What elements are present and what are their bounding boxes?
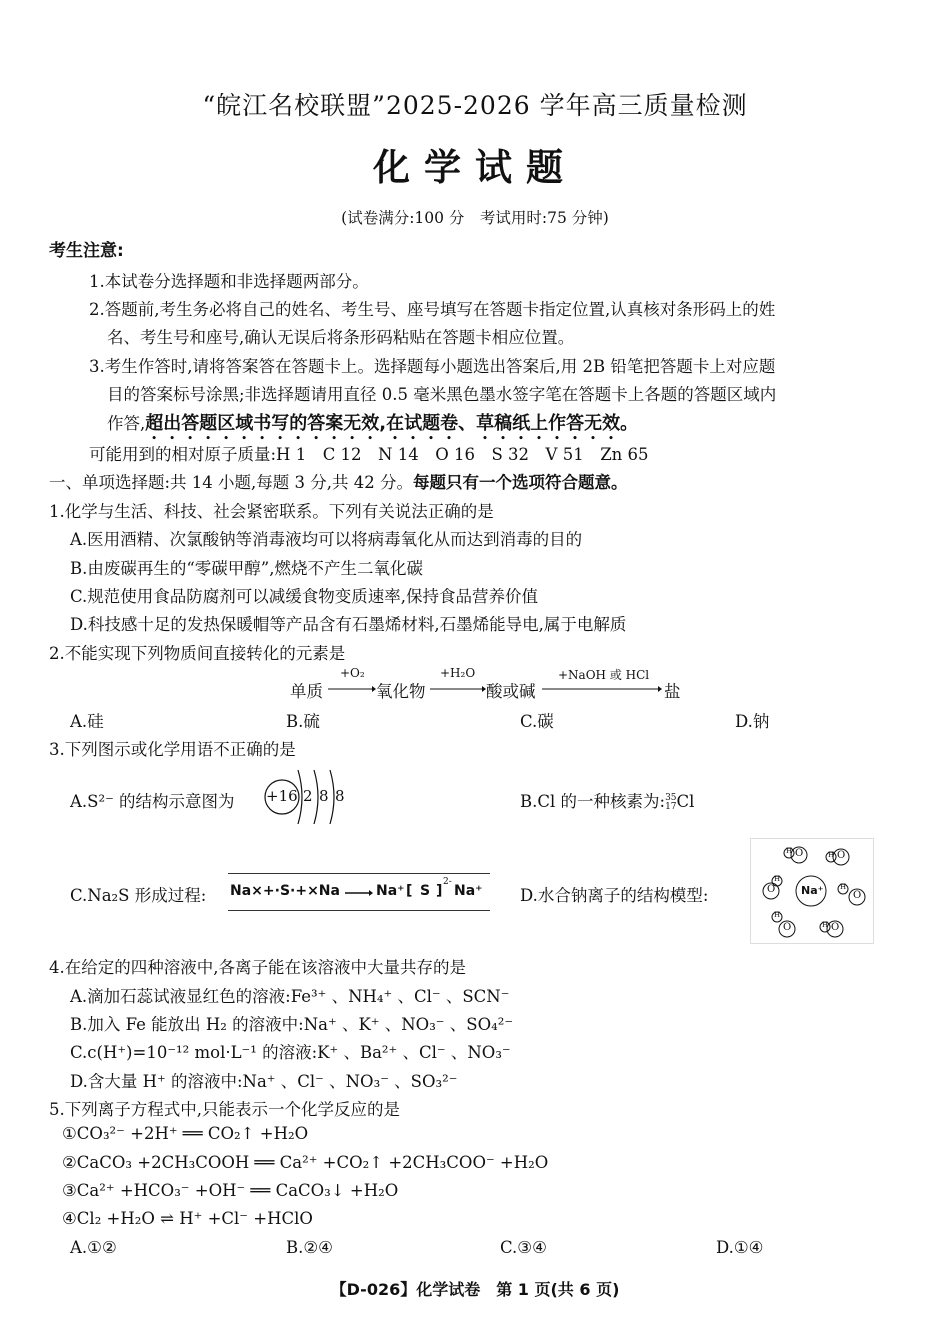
q2-option-c: C.碳	[520, 712, 554, 731]
hydrogen-label: H	[822, 921, 829, 929]
atomic-number: 17	[665, 801, 677, 812]
q2-option-d: D.钠	[735, 712, 770, 731]
q5-reaction-4: ④Cl₂ +H₂O ⇌ H⁺ +Cl⁻ +HClO	[62, 1209, 313, 1228]
exam-meta: (试卷满分:100 分 考试用时:75 分钟)	[341, 209, 609, 227]
atomic-masses: 可能用到的相对原子质量:H 1 C 12 N 14 O 16 S 32 V 51 Zn 65	[89, 445, 649, 464]
product-na-1: Na⁺	[376, 883, 405, 899]
oxygen-label: O	[837, 850, 846, 861]
arrow-icon	[542, 685, 662, 693]
nucleus-charge: +16	[266, 787, 298, 805]
notice-item-3-plain: 作答,	[107, 414, 146, 433]
notice-heading: 考生注意:	[49, 241, 124, 261]
shell-2-electrons: 8	[319, 787, 329, 805]
q1-option-a: A.医用酒精、次氯酸钠等消毒液均可以将病毒氧化从而达到消毒的目的	[70, 530, 583, 549]
shell-1-electrons: 2	[303, 787, 313, 805]
oxygen-label: O	[767, 884, 776, 895]
q3-option-c-text: C.Na₂S 形成过程:	[70, 886, 207, 905]
q2-option-a: A.硅	[70, 712, 104, 731]
chain-element: 单质	[290, 682, 323, 701]
exam-series-title: “皖江名校联盟”2025-2026 学年高三质量检测	[202, 91, 748, 120]
q4-option-d: D.含大量 H⁺ 的溶液中:Na⁺ 、Cl⁻ 、NO₃⁻ 、SO₃²⁻	[70, 1072, 458, 1091]
notice-item-1: 1.本试卷分选择题和非选择题两部分。	[89, 272, 369, 291]
section-1-heading	[49, 469, 628, 493]
section-1-heading-b: 每题只有一个选项符合题意。	[413, 473, 628, 492]
section-1-heading-a: 一、单项选择题:共 14 小题,每题 3 分,共 42 分。	[49, 473, 414, 492]
mass-number: 35	[665, 792, 677, 803]
notice-item-2-line2: 名、考生号和座号,确认无误后将条形码粘贴在答题卡相应位置。	[107, 328, 575, 347]
product-sulfide: S	[420, 883, 431, 899]
chain-salt: 盐	[664, 682, 681, 701]
q3-stem: 3.下列图示或化学用语不正确的是	[49, 740, 296, 759]
arrow-label-1: +O₂	[340, 666, 365, 680]
product-charge: 2-	[443, 877, 452, 887]
q3-option-b	[520, 788, 694, 812]
chain-oxide: 氧化物	[376, 682, 426, 701]
formation-reactants: Na×+·S·+×Na	[230, 883, 340, 899]
q5-reaction-3: ③Ca²⁺ +HCO₃⁻ +OH⁻ ══ CaCO₃↓ +H₂O	[62, 1181, 399, 1200]
s2-structure-diagram	[262, 764, 352, 830]
q5-reaction-1: ①CO₃²⁻ +2H⁺ ══ CO₂↑ +H₂O	[62, 1124, 309, 1143]
q2-stem: 2.不能实现下列物质间直接转化的元素是	[49, 644, 346, 663]
q1-option-d: D.科技感十足的发热保暖帽等产品含有石墨烯材料,石墨烯能导电,属于电解质	[70, 615, 627, 634]
sodium-ion-label: Na⁺	[801, 884, 824, 897]
q4-option-c: C.c(H⁺)=10⁻¹² mol·L⁻¹ 的溶液:K⁺ 、Ba²⁺ 、Cl⁻ 、NO₃⁻	[70, 1043, 511, 1062]
q3-option-b-text: B.Cl 的一种核素为:	[520, 792, 666, 811]
arrow-icon	[430, 685, 486, 693]
arrow-label-3: +NaOH 或 HCl	[558, 668, 650, 682]
q4-option-a: A.滴加石蕊试液显红色的溶液:Fe³⁺ 、NH₄⁺ 、Cl⁻ 、SCN⁻	[70, 987, 510, 1006]
q1-option-c: C.规范使用食品防腐剂可以减缓食物变质速率,保持食品营养价值	[70, 587, 539, 606]
hydrated-sodium-model	[750, 838, 874, 944]
notice-item-3-line3	[107, 409, 638, 444]
q2-conversion-chain	[290, 668, 710, 702]
hydrogen-label: H	[828, 851, 835, 859]
arrow-label-2: +H₂O	[440, 666, 476, 680]
q3-option-a-text: A.S²⁻ 的结构示意图为	[70, 792, 235, 811]
hydrogen-label: H	[840, 883, 847, 891]
notice-item-3-emphasis: 超出答题区域书写的答案无效,在试题卷、草稿纸上作答无效。	[145, 413, 639, 434]
notice-item-3-line1: 3.考生作答时,请将答案答在答题卡上。选择题每小题选出答案后,用 2B 铅笔把答题卡上对应题	[89, 357, 776, 376]
notice-item-2-line1: 2.答题前,考生务必将自己的姓名、考生号、座号填写在答题卡指定位置,认真核对条形码上的姓	[89, 300, 776, 319]
oxygen-label: O	[783, 922, 792, 933]
nuclide-numbers	[665, 794, 676, 812]
q4-option-b: B.加入 Fe 能放出 H₂ 的溶液中:Na⁺ 、K⁺ 、NO₃⁻ 、SO₄²⁻	[70, 1015, 514, 1034]
na2s-formation-box	[228, 873, 490, 911]
hydrogen-label: H	[774, 911, 781, 919]
nuclide-symbol: Cl	[676, 792, 695, 811]
arrow-icon	[328, 685, 376, 693]
q5-reaction-2: ②CaCO₃ +2CH₃COOH ══ Ca²⁺ +CO₂↑ +2CH₃COO⁻ +H₂O	[62, 1153, 549, 1172]
page-title: 化学试题	[373, 145, 577, 189]
product-bracket: ]	[436, 883, 443, 899]
q2-option-b: B.硫	[286, 712, 320, 731]
q5-option-c: C.③④	[500, 1238, 547, 1257]
arrow-icon	[345, 889, 373, 897]
hydrogen-label: H	[774, 875, 781, 883]
oxygen-label: O	[853, 890, 862, 901]
q3-option-d-text: D.水合钠离子的结构模型:	[520, 886, 709, 905]
oxygen-label: O	[795, 848, 804, 859]
q5-stem: 5.下列离子方程式中,只能表示一个化学反应的是	[49, 1100, 400, 1119]
hydrogen-label: H	[786, 847, 793, 855]
notice-item-3-line2: 目的答案标号涂黑;非选择题请用直径 0.5 毫米黑色墨水签字笔在答题卡上各题的答题区域内	[107, 385, 777, 404]
oxygen-label: O	[831, 922, 840, 933]
page-footer: 【D-026】化学试卷 第 1 页(共 6 页)	[330, 1280, 620, 1299]
product-bracket: [	[406, 883, 413, 899]
q1-stem: 1.化学与生活、科技、社会紧密联系。下列有关说法正确的是	[49, 502, 494, 521]
q5-option-b: B.②④	[286, 1238, 333, 1257]
shell-3-electrons: 8	[335, 787, 345, 805]
q5-option-a: A.①②	[70, 1238, 117, 1257]
chain-acid-base: 酸或碱	[486, 682, 536, 701]
q4-stem: 4.在给定的四种溶液中,各离子能在该溶液中大量共存的是	[49, 958, 466, 977]
product-na-2: Na⁺	[454, 883, 483, 899]
q1-option-b: B.由废碳再生的“零碳甲醇”,燃烧不产生二氧化碳	[70, 559, 423, 578]
q5-option-d: D.①④	[716, 1238, 764, 1257]
